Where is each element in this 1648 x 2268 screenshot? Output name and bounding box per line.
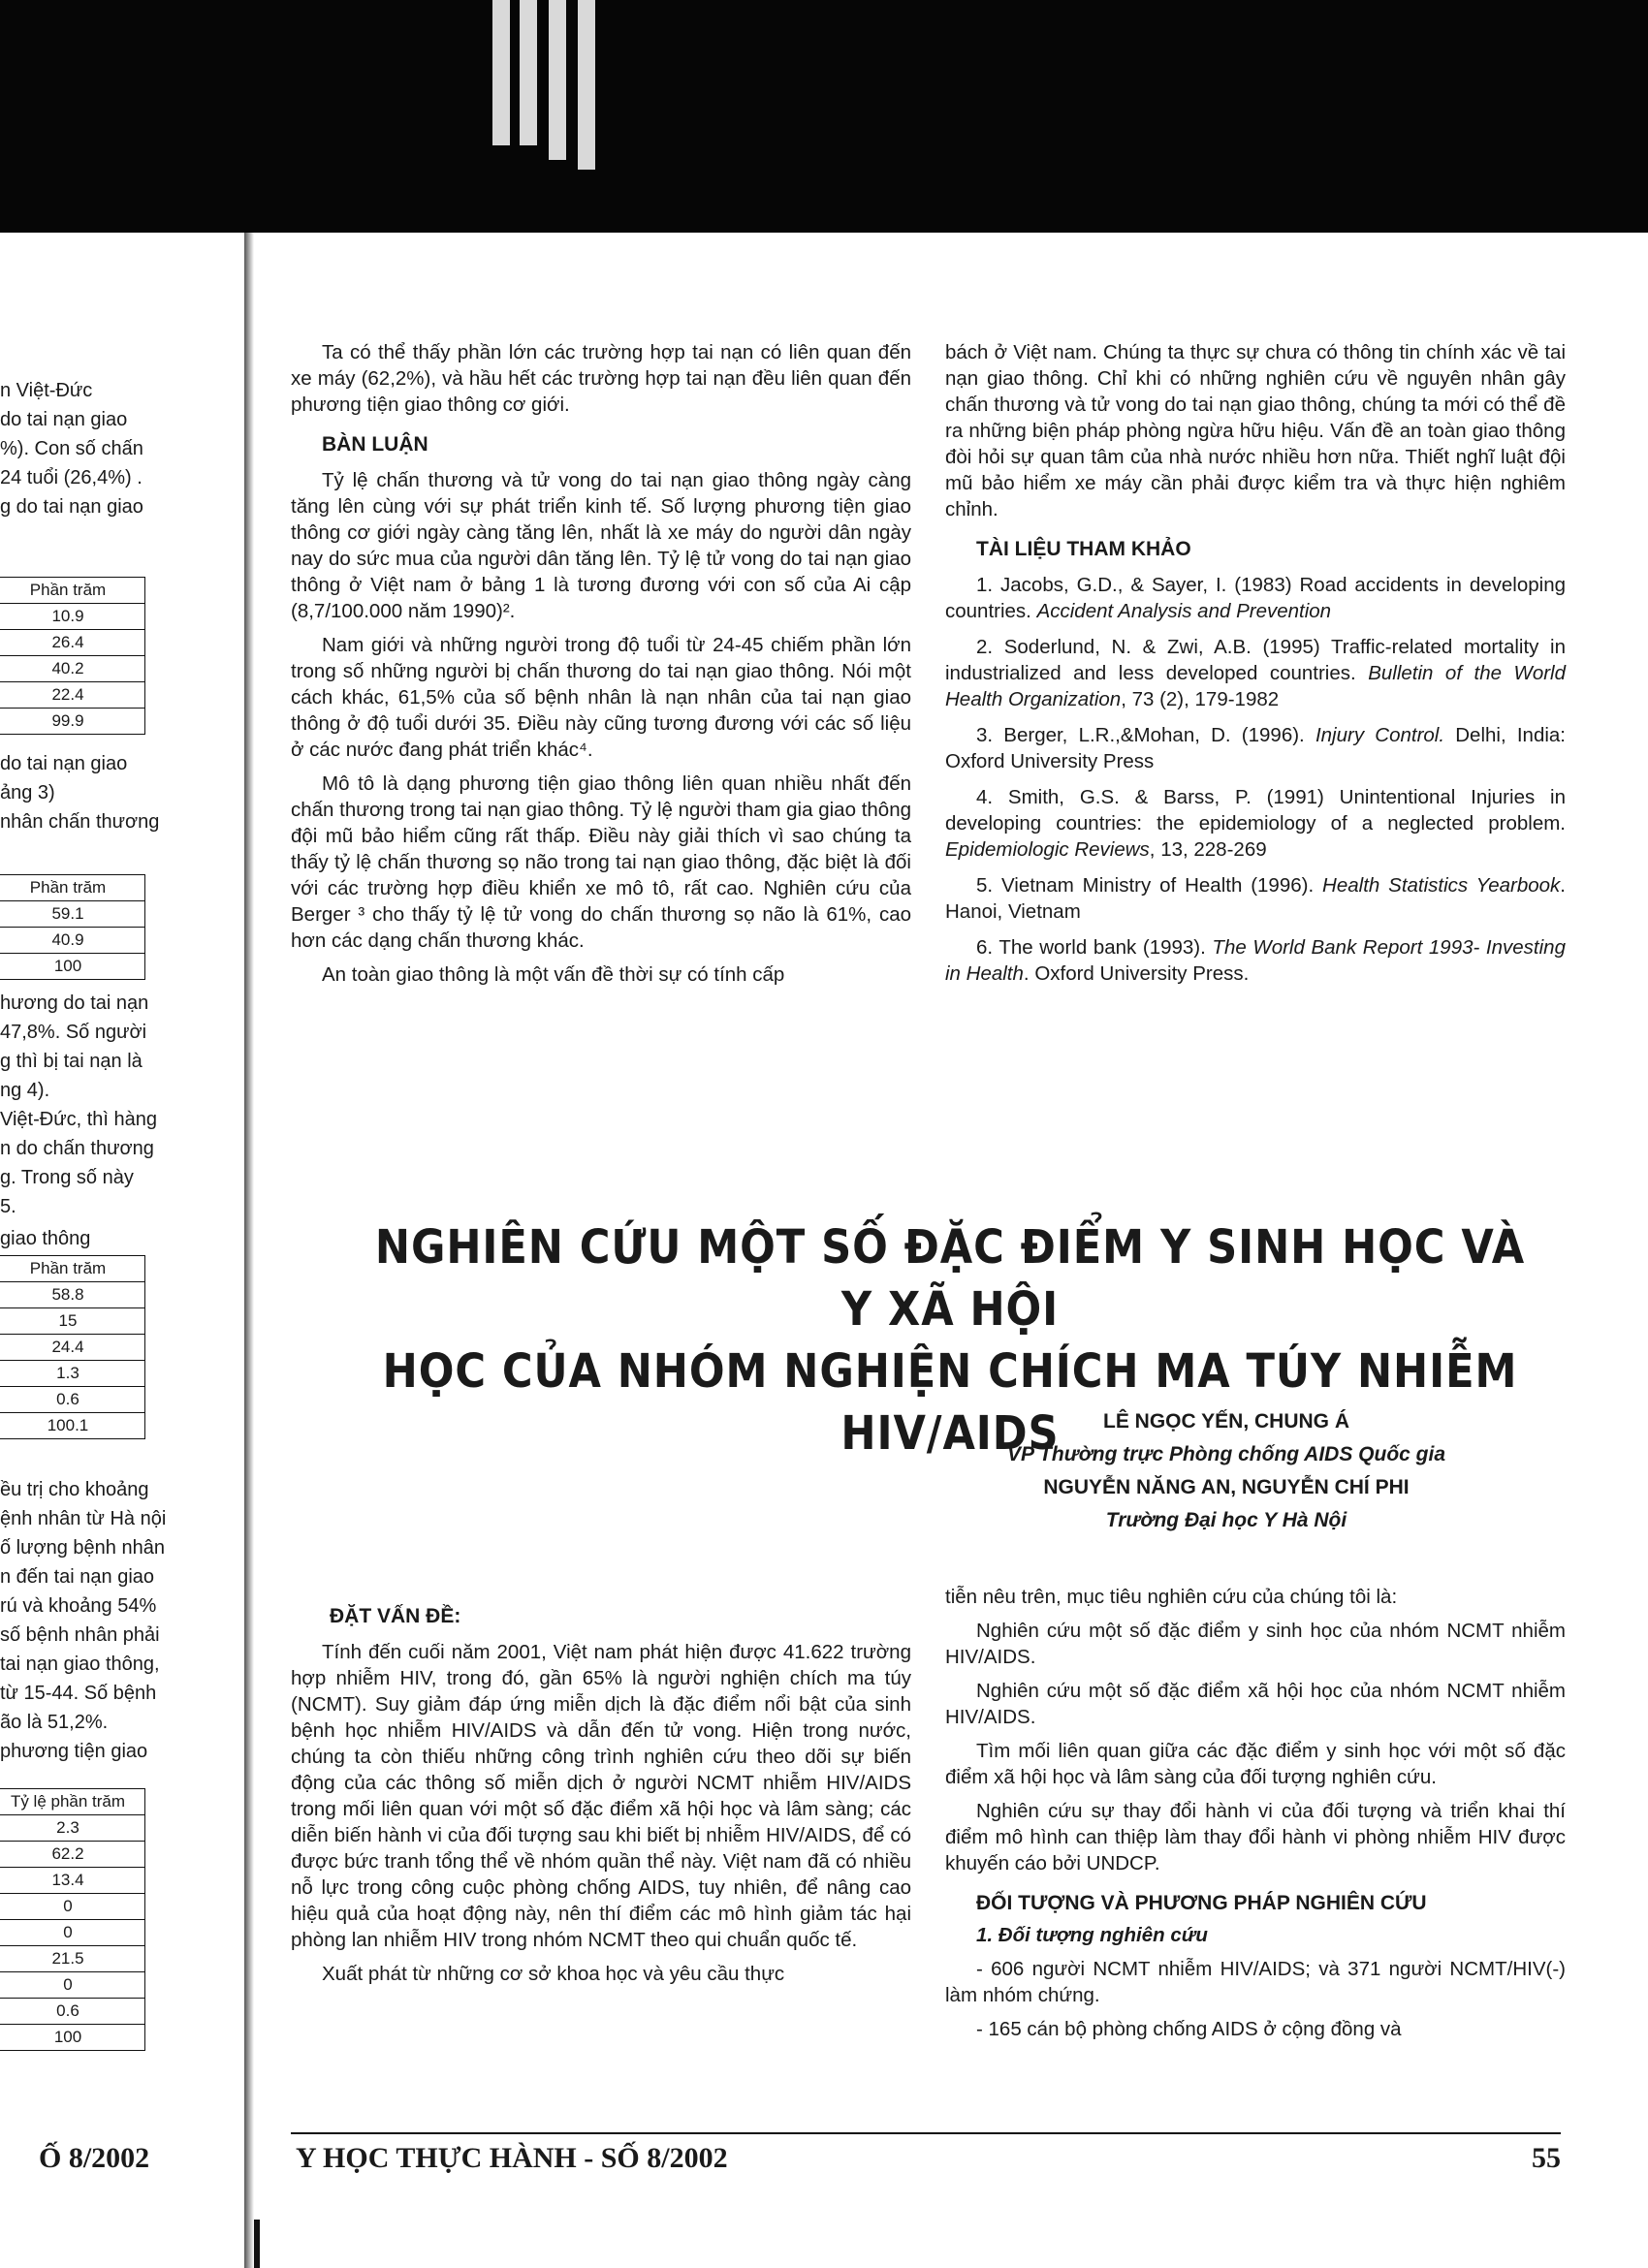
- prev-line: ệnh nhân từ Hà nội: [0, 1508, 167, 1529]
- section-heading-methods: ĐỐI TƯỢNG VÀ PHƯƠNG PHÁP NGHIÊN CỨU: [976, 1892, 1427, 1914]
- gutter-mark: [254, 2220, 260, 2268]
- prev-line: ố lượng bệnh nhân: [0, 1537, 165, 1559]
- prev-text-block-c: [0, 989, 157, 1221]
- author-names-2: NGUYỄN NĂNG AN, NGUYỄN CHÍ PHI: [1043, 1476, 1410, 1498]
- table-cell: 24.4: [0, 1335, 145, 1361]
- table-cell: 2.3: [0, 1815, 145, 1842]
- paragraph: Nghiên cứu một số đặc điểm xã hội học của nhóm NCMT nhiễm HIV/AIDS.: [945, 1680, 1566, 1728]
- table-cell: Phần trăm: [0, 578, 145, 604]
- prev-line: hương do tai nạn: [0, 992, 149, 1014]
- prev-line: g do tai nạn giao: [0, 496, 143, 518]
- page-number: 55: [1532, 2142, 1561, 2174]
- column-2-bottom: [945, 1584, 1566, 2050]
- table-cell: 22.4: [0, 682, 145, 709]
- column-1-top: [291, 339, 911, 995]
- prev-page-footer: Ố 8/2002: [39, 2142, 150, 2174]
- footer-rule: [291, 2132, 1561, 2134]
- prev-line: do tai nạn giao: [0, 409, 128, 430]
- prev-text-block-e: [0, 1475, 166, 1766]
- reference-4: 4. Smith, G.S. & Barss, P. (1991) Unintentional Injuries in developing countries: the epidemiology of a neglected problem. Epidemiologic Reviews, 13, 228-269: [945, 786, 1566, 861]
- prev-table-2: [0, 874, 145, 980]
- prev-text-block-a: [0, 376, 143, 521]
- table-cell: 59.1: [0, 901, 145, 928]
- paragraph: Nghiên cứu một số đặc điểm y sinh học của nhóm NCMT nhiễm HIV/AIDS.: [945, 1620, 1566, 1668]
- table-cell: 58.8: [0, 1282, 145, 1308]
- table-cell: 26.4: [0, 630, 145, 656]
- prev-table-3: [0, 1255, 145, 1439]
- previous-page-fragment: [0, 233, 246, 2268]
- prev-line: n Việt-Đức: [0, 380, 93, 401]
- affiliation-2: Trường Đại học Y Hà Nội: [1105, 1509, 1347, 1531]
- section-heading-ban-luan: BÀN LUẬN: [322, 433, 428, 456]
- paragraph: Nam giới và những người trong độ tuổi từ 24-45 chiếm phần lớn trong số những người bị chấn thương do tai nạn giao thông. Nói một cách khác, 61,5% của số bệnh nhân là nạn nhân của tai nạn giao thông ở độ tuổi dưới 35. Điều này cũng tương đương với các số liệu ở các nước đang phát triển khác⁴.: [291, 634, 911, 761]
- reference-5: 5. Vietnam Ministry of Health (1996). Health Statistics Yearbook. Hanoi, Vietnam: [945, 874, 1566, 923]
- table-cell: 0.6: [0, 1387, 145, 1413]
- prev-line: do tai nạn giao: [0, 753, 128, 774]
- prev-text-block-d: [0, 1224, 90, 1253]
- table-cell: 0.6: [0, 1999, 145, 2025]
- paragraph: Tỷ lệ chấn thương và tử vong do tai nạn giao thông ngày càng tăng lên cùng với sự phát triển kinh tế. Số lượng phương tiện giao thông cơ giới ngày càng tăng lên, nhất là xe máy do người dân ngày nay do sức mua của người dân tăng lên. Tỷ lệ tử vong do tai nạn giao thông ở Việt nam ở bảng 1 là tương đương với con số của Ai cập (8,7/100.000 năm 1990)².: [291, 469, 911, 622]
- journal-footer: Y HỌC THỰC HÀNH - SỐ 8/2002: [296, 2142, 728, 2174]
- prev-line: %). Con số chấn: [0, 438, 143, 459]
- section-heading-references: TÀI LIỆU THAM KHẢO: [976, 538, 1191, 560]
- prev-line: phương tiện giao: [0, 1741, 148, 1762]
- reference-6: 6. The world bank (1993). The World Bank Report 1993- Investing in Health. Oxford University Press.: [945, 936, 1566, 985]
- prev-text-block-b: [0, 749, 159, 836]
- prev-line: ều trị cho khoảng: [0, 1479, 149, 1500]
- reference-2: 2. Soderlund, N. & Zwi, A.B. (1995) Traffic-related mortality in industrialized and less developed countries. Bulletin of the World Health Organization, 73 (2), 179-1982: [945, 636, 1567, 710]
- table-cell: 21.5: [0, 1946, 145, 1972]
- table-cell: 15: [0, 1308, 145, 1335]
- section-heading-dat-van-de: ĐẶT VẤN ĐỀ:: [330, 1605, 461, 1627]
- gutter-shadow: [244, 233, 254, 2268]
- subsection-heading: 1. Đối tượng nghiên cứu: [976, 1924, 1208, 1946]
- paragraph: - 606 người NCMT nhiễm HIV/AIDS; và 371 người NCMT/HIV(-) làm nhóm chứng.: [945, 1958, 1566, 2006]
- prev-line: Việt-Đức, thì hàng: [0, 1109, 157, 1130]
- prev-line: g thì bị tai nạn là: [0, 1051, 143, 1072]
- table-cell: 0: [0, 1920, 145, 1946]
- table-cell: 0: [0, 1894, 145, 1920]
- article-title-line-2: HỌC CỦA NHÓM NGHIỆN CHÍCH MA TÚY NHIỄM HIV/AIDS: [382, 1344, 1518, 1461]
- table-cell: 100.1: [0, 1413, 145, 1439]
- article-title-line-1: NGHIÊN CỨU MỘT SỐ ĐẶC ĐIỂM Y SINH HỌC VÀ Y XÃ HỘI: [374, 1220, 1526, 1337]
- prev-line: rú và khoảng 54%: [0, 1595, 157, 1617]
- prev-line: ng 4).: [0, 1080, 50, 1101]
- prev-line: ão là 51,2%.: [0, 1712, 109, 1733]
- prev-line: số bệnh nhân phải: [0, 1624, 160, 1646]
- table-cell: Phần trăm: [0, 1256, 145, 1282]
- prev-line: từ 15-44. Số bệnh: [0, 1683, 157, 1704]
- reference-1: 1. Jacobs, G.D., & Sayer, I. (1983) Road accidents in developing countries. Accident Analysis and Prevention: [945, 574, 1566, 622]
- table-cell: 62.2: [0, 1842, 145, 1868]
- table-cell: Tỷ lệ phần trăm: [0, 1789, 145, 1815]
- paragraph: Xuất phát từ những cơ sở khoa học và yêu cầu thực: [322, 1963, 785, 1985]
- prev-line: tai nạn giao thông,: [0, 1654, 160, 1675]
- author-names-1: LÊ NGỌC YẾN, CHUNG Á: [1103, 1410, 1349, 1433]
- table-cell: 40.2: [0, 656, 145, 682]
- prev-line: ảng 3): [0, 782, 55, 803]
- paragraph: tiễn nêu trên, mục tiêu nghiên cứu của chúng tôi là:: [945, 1586, 1398, 1608]
- reference-3: 3. Berger, L.R.,&Mohan, D. (1996). Injury Control. Delhi, India: Oxford University Press: [945, 724, 1567, 772]
- paragraph: Ta có thể thấy phần lớn các trường hợp tai nạn có liên quan đến xe máy (62,2%), và hầu hết các trường hợp tai nạn đều liên quan đến phương tiện giao thông cơ giới.: [291, 341, 911, 416]
- scan-top-dark-band: [0, 0, 1648, 233]
- table-cell: 0: [0, 1972, 145, 1999]
- prev-table-4: [0, 1788, 145, 2051]
- paragraph: Tính đến cuối năm 2001, Việt nam phát hiện được 41.622 trường hợp nhiễm HIV, trong đó, gần 65% là người nghiện chích ma túy (NCMT). Suy giảm đáp ứng miễn dịch là đặc điểm nổi bật của sinh bệnh học nhiễm HIV/AIDS và dẫn đến tử vong. Hiện trong nước, chúng ta còn thiếu những công trình nghiên cứu theo dõi sự biến động của các thông số miễn dịch ở người NCMT nhiễm HIV/AIDS trong mối liên quan với một số đặc điểm xã hội học và lâm sàng; các diễn biến hành vi của đối tượng sau khi biết bị nhiễm HIV/AIDS, để có được bức tranh tổng thể về nhóm quần thể này. Việt nam đã có nhiều nỗ lực trong công cuộc phòng chống AIDS, tuy nhiên, để nâng cao hiệu quả của hoạt động này, nên thí điểm các mô hình giảm tác hại phòng lan nhiễm HIV trong nhóm NCMT theo qui chuẩn quốc tế.: [291, 1641, 911, 1951]
- paragraph: - 165 cán bộ phòng chống AIDS ở cộng đồng và: [976, 2018, 1402, 2040]
- paragraph: Tìm mối liên quan giữa các đặc điểm y sinh học với một số đặc điểm xã hội học và lâm sàng của đối tượng nghiên cứu.: [945, 1740, 1566, 1788]
- column-1-bottom: [291, 1590, 911, 1995]
- paragraph: An toàn giao thông là một vấn đề thời sự có tính cấp: [322, 963, 785, 986]
- table-cell: Phần trăm: [0, 875, 145, 901]
- paragraph: bách ở Việt nam. Chúng ta thực sự chưa có thông tin chính xác về tai nạn giao thông. Chỉ khi có những nghiên cứu về nguyên nhân gây chấn thương và tử vong do tai nạn giao thông, chúng ta mới có thể đề ra những biện pháp phòng ngừa hữu hiệu. Vấn đề an toàn giao thông đòi hỏi sự quan tâm của nhà nước nhiều hơn nữa. Thiết nghĩ luật đội mũ bảo hiểm xe máy cần phải được kiểm tra và thực hiện nghiêm chỉnh.: [945, 341, 1566, 520]
- paragraph: Mô tô là dạng phương tiện giao thông liên quan nhiều nhất đến chấn thương trong tai nạn giao thông. Tỷ lệ người tham gia giao thông đội mũ bảo hiểm cũng rất thấp. Điều này giải thích vì sao chúng ta thấy tỷ lệ chấn thương sọ não trong tai nạn giao thông, đặc biệt là đối với các trường hợp điều khiển xe mô tô, rất cao. Nghiên cứu của Berger ³ cho thấy tỷ lệ tử vong do chấn thương sọ não là 61%, cao hơn các dạng chấn thương khác.: [291, 772, 911, 952]
- authors-block: [872, 1405, 1580, 1537]
- binding-staples: [492, 0, 599, 170]
- column-2-top: [945, 339, 1566, 996]
- prev-line: g. Trong số này: [0, 1167, 134, 1188]
- prev-line: 24 tuổi (26,4%) .: [0, 467, 143, 488]
- prev-line: giao thông: [0, 1228, 91, 1249]
- table-cell: 40.9: [0, 928, 145, 954]
- prev-line: n do chấn thương: [0, 1138, 154, 1159]
- affiliation-1: VP Thường trực Phòng chống AIDS Quốc gia: [1006, 1443, 1446, 1465]
- table-cell: 100: [0, 954, 145, 980]
- prev-table-1: [0, 577, 145, 735]
- table-cell: 13.4: [0, 1868, 145, 1894]
- table-cell: 10.9: [0, 604, 145, 630]
- prev-line: 5.: [0, 1196, 16, 1217]
- table-cell: 99.9: [0, 709, 145, 735]
- table-cell: 100: [0, 2025, 145, 2051]
- prev-line: nhân chấn thương: [0, 811, 160, 833]
- prev-line: n đến tai nạn giao: [0, 1566, 155, 1588]
- table-cell: 1.3: [0, 1361, 145, 1387]
- prev-line: 47,8%. Số người: [0, 1022, 147, 1043]
- paragraph: Nghiên cứu sự thay đổi hành vi của đối tượng và triển khai thí điểm mô hình can thiệp làm thay đổi hành vi phòng nhiễm HIV được khuyến cáo bởi UNDCP.: [945, 1800, 1566, 1874]
